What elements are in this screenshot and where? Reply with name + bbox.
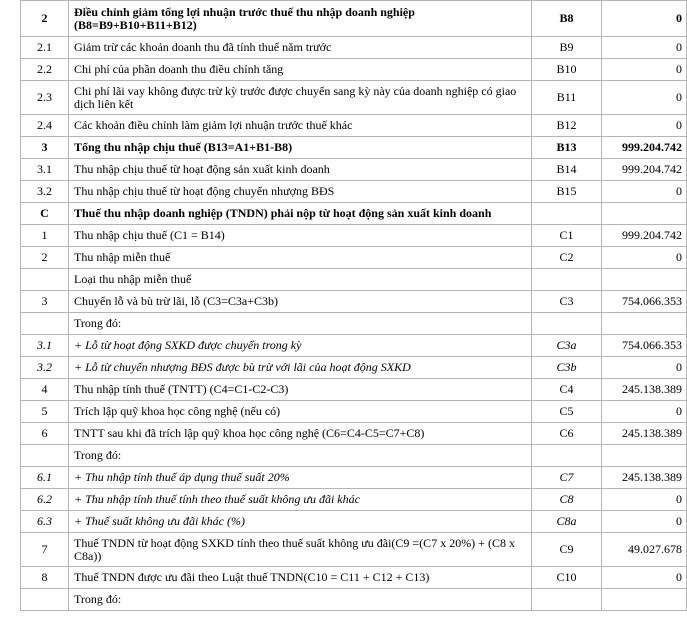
row-code	[532, 269, 602, 291]
row-code: B13	[532, 137, 602, 159]
row-code: C3	[532, 291, 602, 313]
row-number: 6.1	[21, 467, 69, 489]
row-value: 754.066.353	[602, 291, 687, 313]
row-code: C9	[532, 533, 602, 567]
table-row	[21, 1, 687, 37]
table-row	[21, 269, 687, 291]
row-code: B8	[532, 1, 602, 37]
table-row	[21, 291, 687, 313]
row-number: 3.1	[21, 159, 69, 181]
row-number: 2.1	[21, 37, 69, 59]
row-number: 3.2	[21, 357, 69, 379]
row-code	[532, 589, 602, 611]
row-code: C6	[532, 423, 602, 445]
row-value: 245.138.389	[602, 423, 687, 445]
row-description: + Thu nhập tính thuế tính theo thuế suất không ưu đãi khác	[69, 489, 532, 511]
table-row	[21, 357, 687, 379]
table-row	[21, 335, 687, 357]
table-row	[21, 533, 687, 567]
row-code: C1	[532, 225, 602, 247]
row-value	[602, 269, 687, 291]
row-description: + Lỗ từ chuyển nhượng BĐS được bù trừ với lãi của hoạt động SXKD	[69, 357, 532, 379]
row-description: Thu nhập chịu thuế (C1 = B14)	[69, 225, 532, 247]
row-code	[532, 445, 602, 467]
row-number	[21, 589, 69, 611]
table-row	[21, 159, 687, 181]
row-code	[532, 313, 602, 335]
row-description: Chi phí lãi vay không được trừ kỳ trước được chuyển sang kỳ này của doanh nghiệp có giao dịch liên kết	[69, 81, 532, 115]
row-code: C8a	[532, 511, 602, 533]
table-row	[21, 181, 687, 203]
row-description: Thu nhập miễn thuế	[69, 247, 532, 269]
row-number	[21, 445, 69, 467]
table-row	[21, 81, 687, 115]
row-description: + Lỗ từ hoạt động SXKD được chuyển trong kỳ	[69, 335, 532, 357]
row-number: 8	[21, 567, 69, 589]
row-description: TNTT sau khi đã trích lập quỹ khoa học công nghệ (C6=C4-C5=C7+C8)	[69, 423, 532, 445]
row-number: 4	[21, 379, 69, 401]
row-value: 0	[602, 401, 687, 423]
row-code	[532, 203, 602, 225]
row-code: C8	[532, 489, 602, 511]
row-code: C2	[532, 247, 602, 269]
row-description: Trong đó:	[69, 313, 532, 335]
row-number: 3.1	[21, 335, 69, 357]
row-number: 6	[21, 423, 69, 445]
row-number	[21, 269, 69, 291]
row-description: Thu nhập tính thuế (TNTT) (C4=C1-C2-C3)	[69, 379, 532, 401]
table-row	[21, 511, 687, 533]
row-description: Trong đó:	[69, 589, 532, 611]
row-number: 3.2	[21, 181, 69, 203]
row-number: 2.2	[21, 59, 69, 81]
row-description: + Thu nhập tính thuế áp dụng thuế suất 20%	[69, 467, 532, 489]
row-value	[602, 313, 687, 335]
row-value: 0	[602, 357, 687, 379]
row-number: 2.4	[21, 115, 69, 137]
row-number	[21, 313, 69, 335]
row-code: C5	[532, 401, 602, 423]
row-number: 3	[21, 137, 69, 159]
row-value	[602, 445, 687, 467]
row-value: 0	[602, 181, 687, 203]
table-row	[21, 115, 687, 137]
row-value: 999.204.742	[602, 137, 687, 159]
row-description: Trong đó:	[69, 445, 532, 467]
row-code: C10	[532, 567, 602, 589]
row-description: Thuế thu nhập doanh nghiệp (TNDN) phải nộp từ hoạt động sản xuất kinh doanh	[69, 203, 532, 225]
row-code: B10	[532, 59, 602, 81]
row-code: C3b	[532, 357, 602, 379]
row-value: 0	[602, 489, 687, 511]
row-number: 3	[21, 291, 69, 313]
row-number: 7	[21, 533, 69, 567]
table-row	[21, 445, 687, 467]
table-row	[21, 423, 687, 445]
tax-table-body	[21, 1, 687, 611]
row-description: + Thuế suất không ưu đãi khác (%)	[69, 511, 532, 533]
table-row	[21, 203, 687, 225]
table-row	[21, 401, 687, 423]
table-row	[21, 589, 687, 611]
row-code: B11	[532, 81, 602, 115]
row-code: C7	[532, 467, 602, 489]
table-row	[21, 37, 687, 59]
row-value: 0	[602, 567, 687, 589]
row-value: 245.138.389	[602, 379, 687, 401]
row-description: Các khoản điều chỉnh làm giảm lợi nhuận trước thuế khác	[69, 115, 532, 137]
row-value	[602, 203, 687, 225]
row-value: 245.138.389	[602, 467, 687, 489]
row-value: 0	[602, 1, 687, 37]
row-description: Tổng thu nhập chịu thuế (B13=A1+B1-B8)	[69, 137, 532, 159]
row-value: 0	[602, 37, 687, 59]
row-code: B12	[532, 115, 602, 137]
row-value: 999.204.742	[602, 225, 687, 247]
row-value: 999.204.742	[602, 159, 687, 181]
row-number: 6.2	[21, 489, 69, 511]
row-number: 2.3	[21, 81, 69, 115]
table-row	[21, 567, 687, 589]
row-value: 0	[602, 115, 687, 137]
row-number: 6.3	[21, 511, 69, 533]
row-number: 2	[21, 1, 69, 37]
row-description: Thuế TNDN được ưu đãi theo Luật thuế TNDN(C10 = C11 + C12 + C13)	[69, 567, 532, 589]
table-row	[21, 489, 687, 511]
table-row	[21, 467, 687, 489]
table-row	[21, 225, 687, 247]
row-value: 0	[602, 247, 687, 269]
row-code: B14	[532, 159, 602, 181]
row-value	[602, 589, 687, 611]
row-description: Trích lập quỹ khoa học công nghệ (nếu có)	[69, 401, 532, 423]
tax-table	[20, 0, 687, 611]
table-row	[21, 137, 687, 159]
row-value: 0	[602, 511, 687, 533]
row-value: 0	[602, 81, 687, 115]
row-description: Loại thu nhập miễn thuế	[69, 269, 532, 291]
row-value: 49.027.678	[602, 533, 687, 567]
row-code: B15	[532, 181, 602, 203]
row-number: 5	[21, 401, 69, 423]
row-code: C3a	[532, 335, 602, 357]
row-number: 2	[21, 247, 69, 269]
row-description: Thu nhập chịu thuế từ hoạt động sản xuất kinh doanh	[69, 159, 532, 181]
row-value: 754.066.353	[602, 335, 687, 357]
row-value: 0	[602, 59, 687, 81]
table-row	[21, 59, 687, 81]
row-number: C	[21, 203, 69, 225]
row-description: Giảm trừ các khoản doanh thu đã tính thuế năm trước	[69, 37, 532, 59]
table-row	[21, 247, 687, 269]
row-code: C4	[532, 379, 602, 401]
table-row	[21, 379, 687, 401]
row-description: Thu nhập chịu thuế từ hoạt động chuyển nhượng BĐS	[69, 181, 532, 203]
row-description: Điều chỉnh giảm tổng lợi nhuận trước thuế thu nhập doanh nghiệp (B8=B9+B10+B11+B12)	[69, 1, 532, 37]
row-description: Chuyển lỗ và bù trừ lãi, lỗ (C3=C3a+C3b)	[69, 291, 532, 313]
row-description: Thuế TNDN từ hoạt động SXKD tính theo thuế suất không ưu đãi(C9 =(C7 x 20%) + (C8 x C8a))	[69, 533, 532, 567]
row-code: B9	[532, 37, 602, 59]
table-row	[21, 313, 687, 335]
row-number: 1	[21, 225, 69, 247]
row-description: Chi phí của phần doanh thu điều chỉnh tăng	[69, 59, 532, 81]
